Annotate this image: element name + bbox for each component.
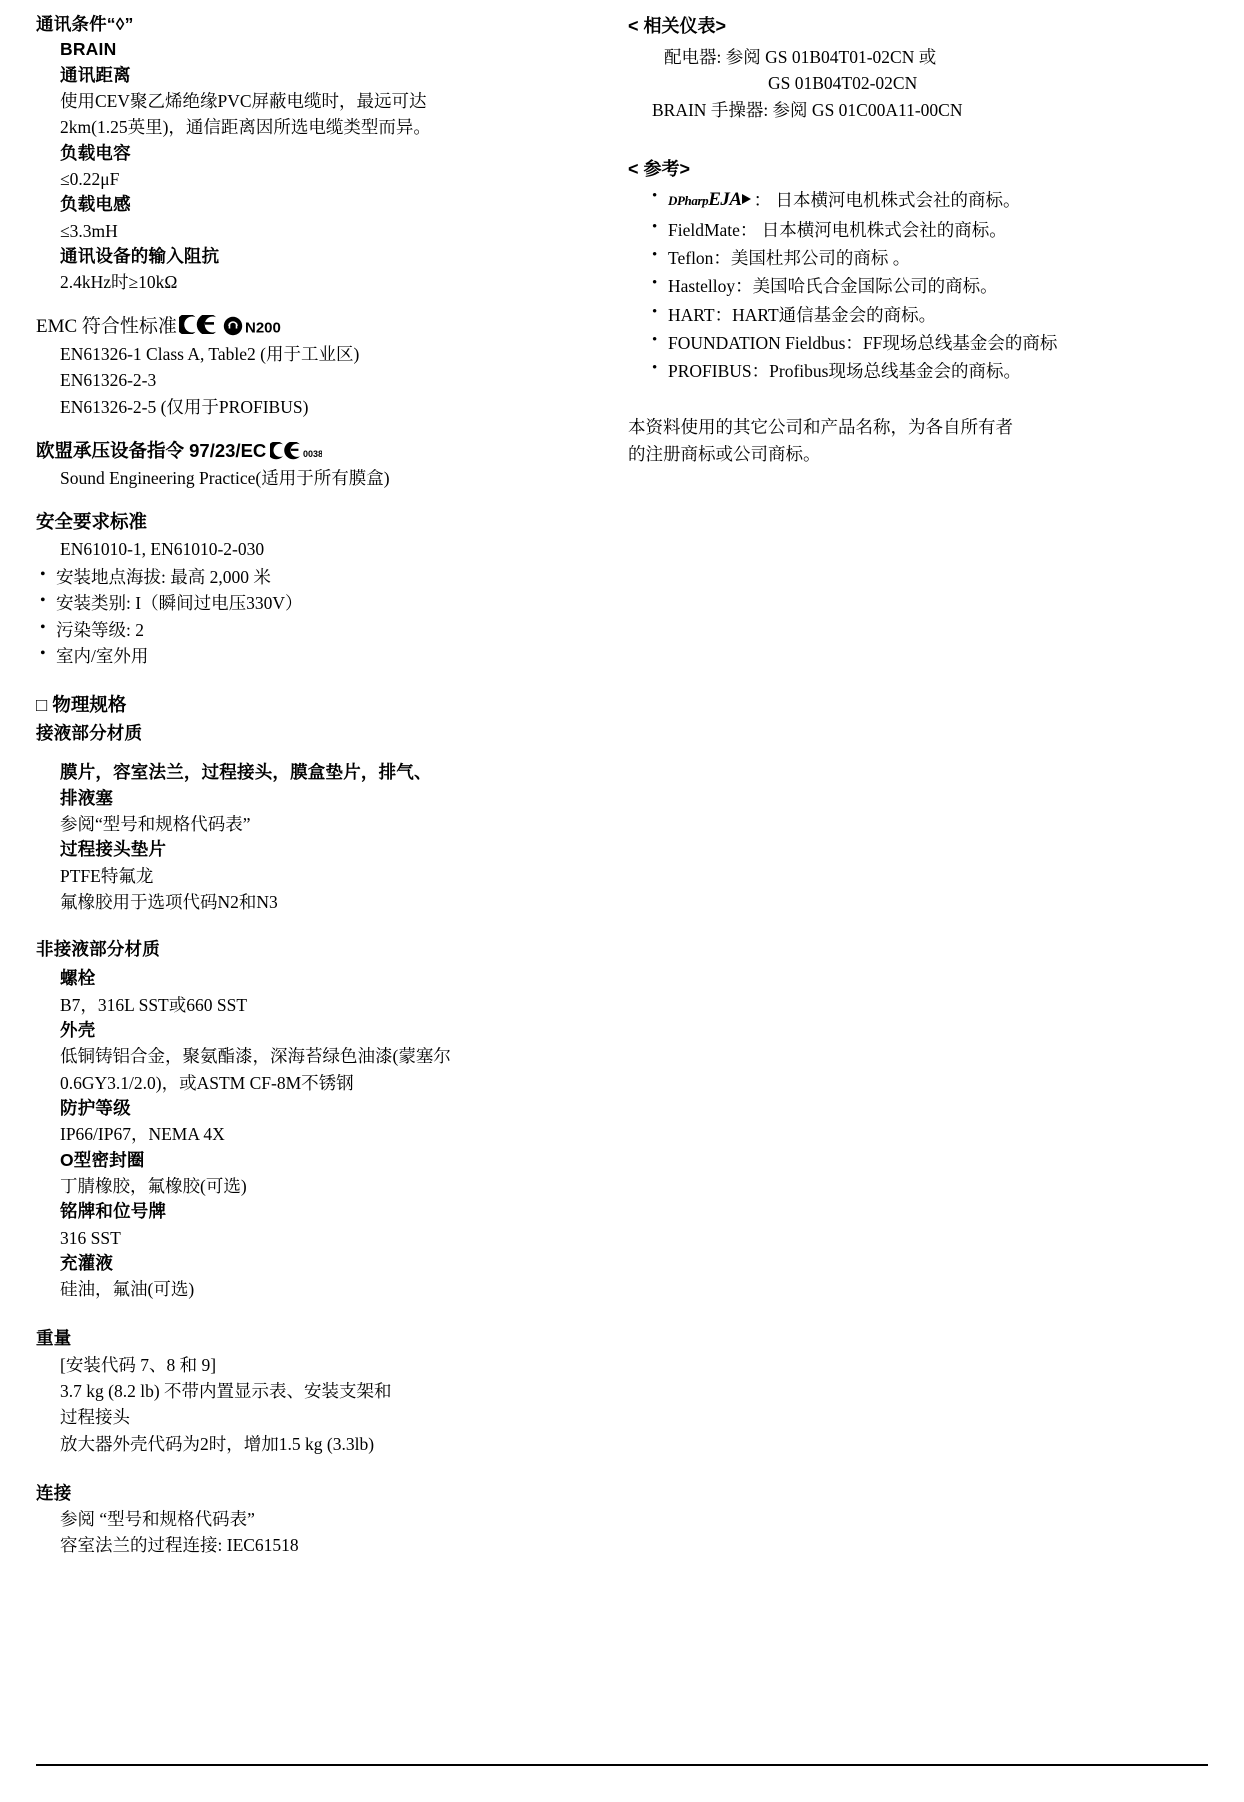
load-capacitance-value: ≤0.22μF — [60, 169, 120, 189]
bolt-label: 螺栓 — [60, 968, 96, 989]
dpharp-eja-logo: DPharpEJA — [668, 185, 754, 216]
section-reference — [628, 155, 1200, 468]
process-gasket-value2: 氟橡胶用于选项代码N2和N3 — [60, 891, 278, 912]
oring-label: O型密封圈 — [60, 1149, 145, 1170]
wetted-parts-line2: 排液塞 — [60, 787, 114, 808]
protection-value: IP66/IP67，NEMA 4X — [60, 1124, 225, 1145]
bolt-value: B7，316L SST或660 SST — [60, 994, 248, 1015]
emc-heading-row — [36, 313, 596, 342]
left-column — [36, 12, 596, 1559]
reference-list — [646, 185, 1200, 386]
related-line2: GS 01B04T02-02CN — [768, 73, 918, 94]
brain-label: BRAIN — [60, 39, 117, 60]
load-inductance-value: ≤3.3mH — [60, 220, 118, 241]
load-inductance-label: 负载电感 — [60, 194, 131, 215]
section-safety-standards — [36, 508, 596, 669]
safety-bullet-1: • 安装类别: I（瞬间过电压330V） — [36, 590, 596, 616]
emc-item-0: EN61326-1 Class A, Table2 (用于工业区) — [60, 344, 360, 364]
fill-fluid-value: 硅油，氟油(可选) — [60, 1279, 195, 1300]
protection-label: 防护等级 — [60, 1097, 131, 1118]
safety-bullet-list — [36, 564, 596, 669]
case-value1: 低铜铸铝合金，聚氨酯漆，深海苔绿色油漆(蒙塞尔 — [60, 1046, 451, 1067]
connection-line2: 容室法兰的过程连接: IEC61518 — [60, 1535, 299, 1556]
section-related-instruments — [628, 12, 1200, 123]
comm-distance-text-line1: 使用CEV聚乙烯绝缘PVC屏蔽电缆时，最远可达 — [60, 91, 427, 112]
safety-heading: 安全要求标准 — [36, 511, 148, 532]
fill-fluid-label: 充灌液 — [60, 1252, 114, 1273]
wetted-parts-line1: 膜片，容室法兰，过程接头，膜盒垫片，排气、 — [60, 762, 432, 783]
wetted-parts-heading: 接液部分材质 — [36, 722, 143, 743]
case-value2: 0.6GY3.1/2.0)，或ASTM CF-8M不锈钢 — [60, 1072, 354, 1093]
weight-line4: 放大器外壳代码为2时，增加1.5 kg (3.3lb) — [60, 1433, 375, 1454]
list-item: • PROFIBUS：Profibus现场总线基金会的商标。 — [646, 357, 1200, 385]
ce-mark-icon — [179, 315, 219, 334]
reference-note-line1: 本资料使用的其它公司和产品名称，为各自所有者 — [628, 416, 1013, 437]
weight-line3: 过程接头 — [60, 1407, 130, 1428]
oring-value: 丁腈橡胶，氟橡胶(可选) — [60, 1175, 247, 1196]
reference-item-0-text: ： 日本横河电机株式会社的商标。 — [753, 189, 1021, 210]
section-emc — [36, 313, 596, 420]
nameplate-value: 316 SST — [60, 1227, 121, 1248]
emc-item-1: EN61326-2-3 — [60, 370, 157, 391]
weight-heading: 重量 — [36, 1328, 72, 1349]
ped-heading: 欧盟承压设备指令 97/23/EC — [36, 439, 267, 461]
list-item: • FOUNDATION Fieldbus：FF现场总线基金会的商标 — [646, 329, 1200, 357]
input-impedance-label: 通讯设备的输入阻抗 — [60, 245, 220, 266]
safety-standard: EN61010-1, EN61010-2-030 — [60, 538, 265, 559]
ped-heading-row — [36, 437, 596, 465]
weight-line1: [安装代码 7、8 和 9] — [60, 1354, 217, 1375]
connection-heading: 连接 — [36, 1482, 72, 1503]
footer-rule — [36, 1764, 1208, 1766]
ped-item: Sound Engineering Practice(适用于所有膜盒) — [60, 467, 390, 488]
weight-line2: 3.7 kg (8.2 lb) 不带内置显示表、安装支架和 — [60, 1381, 392, 1401]
n200-mark-icon — [223, 316, 285, 341]
reference-heading: < 参考> — [628, 158, 691, 179]
case-label: 外壳 — [60, 1020, 96, 1040]
comm-conditions-heading: 通讯条件“◊” — [36, 14, 134, 34]
list-item: • Hastelloy：美国哈氏合金国际公司的商标。 — [646, 272, 1200, 300]
emc-item-2: EN61326-2-5 (仅用于PROFIBUS) — [60, 396, 309, 417]
input-impedance-value: 2.4kHz时≥10kΩ — [60, 272, 178, 293]
list-item: • HART：HART通信基金会的商标。 — [646, 301, 1200, 329]
wetted-parts-line3: 参阅“型号和规格代码表” — [60, 813, 251, 834]
physical-specs-heading: □ 物理规格 — [36, 694, 127, 715]
list-item-dpharp — [646, 185, 1200, 216]
nonwetted-parts-heading: 非接液部分材质 — [36, 939, 160, 959]
related-line3: BRAIN 手操器: 参阅 GS 01C00A11-00CN — [652, 99, 963, 120]
section-physical-specs — [36, 691, 596, 1559]
section-pressure-equipment-directive — [36, 437, 596, 491]
comm-distance-text-line2: 2km(1.25英里)，通信距离因所选电缆类型而异。 — [60, 117, 431, 138]
safety-bullet-2: • 污染等级: 2 — [36, 617, 596, 643]
svg-text:0038: 0038 — [303, 448, 323, 459]
load-capacitance-label: 负载电容 — [60, 142, 131, 163]
list-item: • FieldMate： 日本横河电机株式会社的商标。 — [646, 216, 1200, 244]
two-column-layout — [36, 12, 1208, 1559]
related-instruments-heading: < 相关仪表> — [628, 16, 727, 36]
emc-heading: EMC 符合性标准 — [36, 315, 177, 337]
safety-bullet-3: • 室内/室外用 — [36, 643, 596, 669]
related-line1: 配电器: 参阅 GS 01B04T01-02CN 或 — [664, 47, 937, 67]
process-gasket-label: 过程接头垫片 — [60, 839, 167, 860]
ce-mark-0038-icon — [270, 442, 322, 465]
list-item: • Teflon：美国杜邦公司的商标 。 — [646, 244, 1200, 272]
reference-note-line2: 的注册商标或公司商标。 — [628, 443, 821, 464]
connection-line1: 参阅 “型号和规格代码表” — [60, 1509, 255, 1530]
right-column — [628, 12, 1200, 468]
svg-text:N200: N200 — [244, 319, 281, 336]
comm-distance-label: 通讯距离 — [60, 64, 131, 85]
nameplate-label: 铭牌和位号牌 — [60, 1201, 167, 1222]
process-gasket-value1: PTFE特氟龙 — [60, 865, 154, 886]
safety-bullet-0: • 安装地点海拔: 最高 2,000 米 — [36, 564, 596, 590]
section-communication-conditions — [36, 12, 596, 296]
